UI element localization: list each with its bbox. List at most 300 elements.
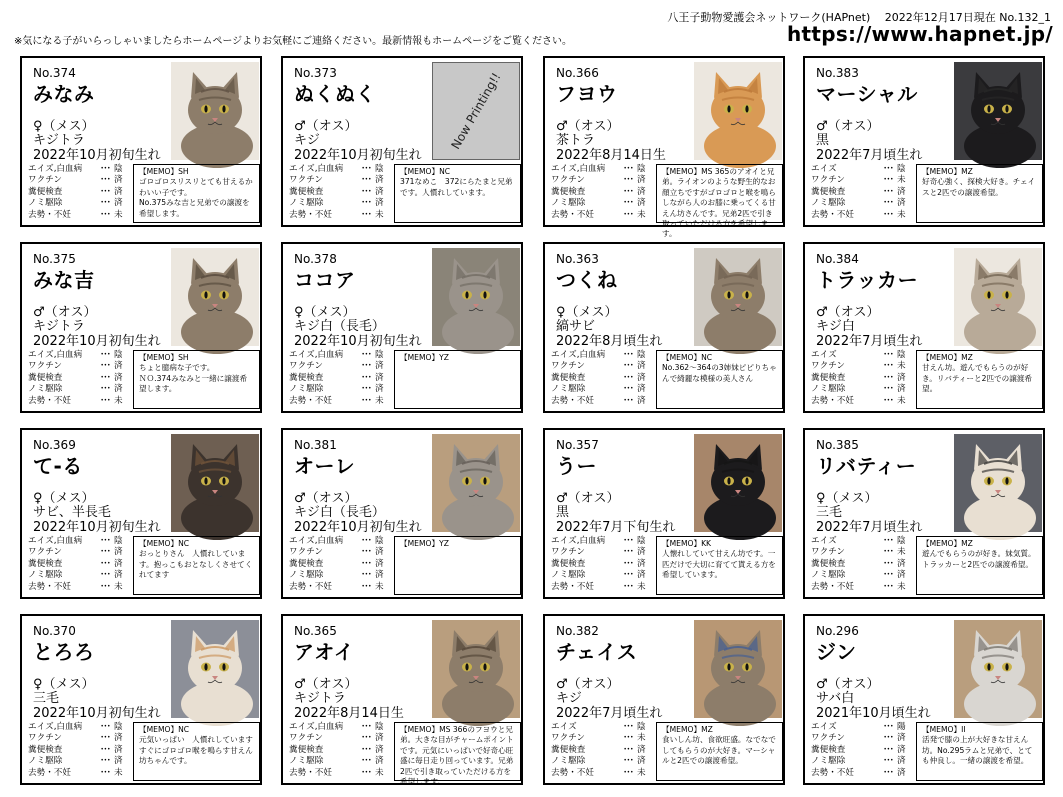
status-dots: ･･･	[883, 733, 893, 744]
status-value: 陰	[114, 722, 123, 732]
cat-number: No.384	[816, 252, 859, 266]
status-dots: ･･･	[623, 767, 633, 778]
cat-number: No.369	[33, 438, 76, 452]
status-dots: ･･･	[361, 756, 371, 767]
status-row-flea	[811, 570, 915, 581]
status-value: 未	[637, 209, 646, 220]
cat-name: オーレ	[294, 454, 356, 478]
status-value: 済	[637, 395, 646, 406]
status-value: 陰	[114, 536, 123, 546]
cat-birth: 2022年10月初旬生れ	[33, 148, 161, 163]
health-status	[289, 164, 393, 221]
memo-box: 【MEMO】NC 元気いっぱい 人慣れしています すぐにゴロゴロ喉を鳴らす甘えん坊ちゃんです。	[133, 722, 260, 781]
cat-card[interactable]	[543, 242, 785, 413]
status-row-stool	[289, 559, 393, 570]
status-value: 未	[375, 581, 384, 592]
status-value: 済	[375, 756, 384, 767]
cat-coat-color: 三毛	[33, 691, 60, 706]
cat-photo-image	[954, 248, 1042, 346]
health-status	[28, 350, 132, 407]
status-value: 済	[637, 186, 646, 197]
status-dots: ･･･	[361, 536, 371, 546]
status-label: 去勢・不妊	[28, 395, 71, 406]
cat-number: No.385	[816, 438, 859, 452]
status-row-aids	[811, 722, 915, 733]
status-dots: ･･･	[100, 350, 110, 360]
health-status	[28, 164, 132, 221]
cat-card[interactable]	[281, 242, 523, 413]
cat-birth: 2022年8月14日生	[294, 706, 404, 721]
status-value: 済	[637, 361, 646, 372]
health-status	[811, 164, 915, 221]
status-label: エイズ,白血病	[28, 722, 83, 732]
cat-coat-color: キジトラ	[294, 691, 346, 706]
status-value: 済	[375, 175, 384, 186]
status-row-stool	[28, 559, 132, 570]
status-dots: ･･･	[100, 198, 110, 209]
status-value: 陰	[114, 164, 123, 174]
status-row-stool	[28, 187, 132, 198]
cat-name: つくね	[556, 268, 618, 292]
status-row-stool	[289, 373, 393, 384]
memo-box: 【MEMO】MZ 遊んでもらうのが好き。妹気質。トラッカーと2匹での譲渡希望。	[916, 536, 1043, 595]
memo-box: 【MEMO】NC おっとりさん 人慣れしています。抱っこもおとなしくさせてくれてます	[133, 536, 260, 595]
status-value: 済	[637, 756, 646, 767]
cat-birth: 2022年7月頃生れ	[816, 334, 923, 349]
cat-birth: 2021年10月頃生れ	[816, 706, 931, 721]
cat-birth: 2022年7月頃生れ	[816, 520, 923, 535]
status-label: 去勢・不妊	[811, 581, 854, 592]
status-label: エイズ,白血病	[28, 164, 83, 174]
cat-birth: 2022年10月初旬生れ	[294, 148, 422, 163]
status-label: エイズ	[811, 722, 837, 732]
cat-photo-image	[171, 620, 259, 718]
cat-sex: ♀（メス）	[556, 305, 618, 320]
status-row-vaccine	[551, 733, 655, 744]
cat-card[interactable]	[803, 614, 1045, 785]
status-value: 陰	[375, 164, 384, 174]
status-dots: ･･･	[883, 384, 893, 395]
cat-photo-image	[954, 434, 1042, 532]
status-value: 陰	[637, 722, 646, 732]
status-label: 去勢・不妊	[289, 767, 332, 778]
status-row-neuter	[811, 396, 915, 407]
status-label: 糞便検査	[28, 372, 63, 383]
status-row-vaccine	[289, 547, 393, 558]
cat-name: トラッカー	[816, 268, 919, 292]
status-value: 済	[897, 384, 906, 395]
cat-birth: 2022年10月初旬生れ	[294, 520, 422, 535]
status-dots: ･･･	[361, 186, 371, 197]
status-dots: ･･･	[361, 350, 371, 360]
status-row-aids	[289, 164, 393, 175]
status-label: エイズ,白血病	[551, 350, 606, 360]
cat-sex: ♀（メス）	[33, 119, 95, 134]
status-dots: ･･･	[623, 570, 633, 581]
status-label: 去勢・不妊	[551, 581, 594, 592]
cat-birth: 2022年7月頃生れ	[816, 148, 923, 163]
cat-number: No.296	[816, 624, 859, 638]
status-label: エイズ	[551, 722, 577, 732]
status-row-neuter	[28, 582, 132, 593]
status-value: 未	[114, 209, 123, 220]
status-label: 去勢・不妊	[811, 767, 854, 778]
cat-photo	[171, 620, 259, 718]
health-status	[289, 350, 393, 407]
status-label: 糞便検査	[551, 744, 586, 755]
status-row-vaccine	[551, 361, 655, 372]
status-value: 済	[897, 558, 906, 569]
status-value: 済	[114, 547, 123, 558]
status-dots: ･･･	[100, 570, 110, 581]
status-label: エイズ,白血病	[28, 536, 83, 546]
status-value: 済	[897, 186, 906, 197]
status-label: エイズ,白血病	[28, 350, 83, 360]
cat-sex: ♀（メス）	[816, 491, 878, 506]
status-dots: ･･･	[100, 756, 110, 767]
cat-photo-image	[954, 620, 1042, 718]
status-row-flea	[28, 756, 132, 767]
status-row-vaccine	[811, 733, 915, 744]
status-dots: ･･･	[883, 186, 893, 197]
health-status	[811, 722, 915, 779]
cat-number: No.363	[556, 252, 599, 266]
cat-photo-image	[171, 62, 259, 160]
health-status	[551, 722, 655, 779]
cat-name: アオイ	[294, 640, 355, 664]
status-row-vaccine	[28, 175, 132, 186]
status-label: 糞便検査	[289, 372, 324, 383]
status-dots: ･･･	[100, 733, 110, 744]
homepage-url[interactable]: https://www.hapnet.jp/	[786, 22, 1053, 46]
cat-photo	[954, 62, 1042, 160]
status-dots: ･･･	[361, 767, 371, 778]
status-dots: ･･･	[883, 175, 893, 186]
status-row-stool	[28, 745, 132, 756]
cat-photo	[694, 434, 782, 532]
status-row-aids	[28, 722, 132, 733]
status-row-stool	[551, 373, 655, 384]
status-dots: ･･･	[623, 581, 633, 592]
cat-coat-color: キジトラ	[33, 133, 85, 148]
status-row-aids	[28, 164, 132, 175]
status-row-aids	[28, 350, 132, 361]
status-dots: ･･･	[361, 198, 371, 209]
status-value: 陰	[114, 350, 123, 360]
status-dots: ･･･	[883, 198, 893, 209]
status-row-neuter	[289, 582, 393, 593]
cat-name: フヨウ	[556, 82, 618, 106]
status-label: ワクチン	[811, 733, 845, 744]
status-value: 陰	[637, 164, 646, 174]
status-dots: ･･･	[361, 209, 371, 220]
status-label: ワクチン	[289, 361, 323, 372]
status-row-flea	[289, 198, 393, 209]
status-dots: ･･･	[883, 767, 893, 778]
status-value: 済	[637, 570, 646, 581]
status-dots: ･･･	[883, 744, 893, 755]
cat-card[interactable]	[281, 614, 523, 785]
cat-card[interactable]	[20, 242, 262, 413]
status-dots: ･･･	[883, 164, 893, 174]
status-value: 済	[637, 372, 646, 383]
cat-number: No.383	[816, 66, 859, 80]
status-value: 陰	[375, 536, 384, 546]
status-row-neuter	[28, 768, 132, 779]
status-row-vaccine	[811, 361, 915, 372]
status-row-flea	[551, 198, 655, 209]
cat-card[interactable]	[543, 614, 785, 785]
status-value: 済	[114, 384, 123, 395]
status-row-stool	[811, 187, 915, 198]
status-row-stool	[28, 373, 132, 384]
status-dots: ･･･	[883, 581, 893, 592]
cat-number: No.381	[294, 438, 337, 452]
status-label: ワクチン	[551, 733, 585, 744]
status-label: ノミ駆除	[811, 384, 846, 395]
cat-sex: ♂（オス）	[294, 677, 358, 692]
status-row-stool	[551, 187, 655, 198]
cat-photo	[954, 620, 1042, 718]
status-label: 糞便検査	[811, 558, 846, 569]
cat-sex: ♂（オス）	[816, 119, 880, 134]
cat-card[interactable]	[803, 242, 1045, 413]
status-label: エイズ,白血病	[551, 536, 606, 546]
status-dots: ･･･	[623, 209, 633, 220]
status-value: 未	[375, 209, 384, 220]
cat-sex: ♂（オス）	[33, 305, 97, 320]
cat-name: ジン	[816, 640, 857, 664]
status-label: ワクチン	[551, 175, 585, 186]
cat-photo	[171, 248, 259, 346]
status-label: エイズ	[811, 164, 837, 174]
health-status	[551, 536, 655, 593]
status-row-neuter	[811, 210, 915, 221]
organization-line: 八王子動物愛護会ネットワーク(HAPnet) 2022年12月17日現在 No.132_1	[667, 11, 1051, 24]
status-label: 去勢・不妊	[289, 581, 332, 592]
status-row-vaccine	[811, 175, 915, 186]
cat-name: リバティー	[816, 454, 917, 478]
cat-photo	[171, 62, 259, 160]
status-row-neuter	[811, 582, 915, 593]
cat-card[interactable]	[281, 56, 523, 227]
status-dots: ･･･	[100, 395, 110, 406]
cat-sex: ♂（オス）	[816, 677, 880, 692]
status-label: ノミ駆除	[551, 756, 586, 767]
cat-photo-image	[694, 620, 782, 718]
status-row-flea	[551, 570, 655, 581]
status-row-neuter	[811, 768, 915, 779]
status-value: 済	[375, 361, 384, 372]
cat-card[interactable]	[543, 428, 785, 599]
cat-coat-color: 縞サビ	[556, 319, 596, 334]
status-row-flea	[811, 198, 915, 209]
status-value: 済	[375, 558, 384, 569]
status-value: 済	[114, 186, 123, 197]
status-label: ノミ駆除	[28, 570, 63, 581]
status-label: 去勢・不妊	[28, 209, 71, 220]
status-label: ワクチン	[289, 175, 323, 186]
cat-number: No.374	[33, 66, 76, 80]
cat-card[interactable]	[803, 428, 1045, 599]
status-dots: ･･･	[883, 756, 893, 767]
status-dots: ･･･	[623, 756, 633, 767]
status-value: 済	[375, 744, 384, 755]
cat-name: て-る	[33, 454, 83, 478]
status-value: 未	[114, 581, 123, 592]
status-label: ノミ駆除	[289, 756, 324, 767]
cat-card[interactable]	[20, 614, 262, 785]
status-label: ノミ駆除	[551, 384, 586, 395]
status-value: 未	[637, 767, 646, 778]
status-row-neuter	[551, 210, 655, 221]
status-dots: ･･･	[361, 361, 371, 372]
status-row-flea	[289, 384, 393, 395]
health-status	[28, 536, 132, 593]
status-dots: ･･･	[623, 361, 633, 372]
status-dots: ･･･	[100, 175, 110, 186]
status-dots: ･･･	[883, 570, 893, 581]
status-value: 済	[637, 175, 646, 186]
status-value: 済	[114, 744, 123, 755]
cat-birth: 2022年10月初旬生れ	[294, 334, 422, 349]
health-status	[551, 350, 655, 407]
status-dots: ･･･	[623, 547, 633, 558]
now-printing-label: Now Printing!!	[448, 70, 504, 152]
cat-coat-color: 黒	[816, 133, 830, 148]
status-dots: ･･･	[623, 350, 633, 360]
cat-photo-image	[432, 248, 520, 346]
status-dots: ･･･	[100, 581, 110, 592]
cat-card[interactable]	[20, 56, 262, 227]
status-row-vaccine	[551, 175, 655, 186]
health-status	[811, 536, 915, 593]
status-label: 糞便検査	[811, 372, 846, 383]
status-row-flea	[28, 384, 132, 395]
status-row-neuter	[289, 210, 393, 221]
status-dots: ･･･	[100, 384, 110, 395]
status-row-aids	[811, 350, 915, 361]
status-dots: ･･･	[100, 186, 110, 197]
status-value: 未	[114, 767, 123, 778]
status-value: 陰	[637, 536, 646, 546]
status-label: 糞便検査	[28, 744, 63, 755]
status-label: ワクチン	[551, 361, 585, 372]
status-value: 済	[114, 361, 123, 372]
status-label: 糞便検査	[289, 186, 324, 197]
memo-box: 【MEMO】SH ゴロゴロスリスリとても甘えるかわいい子です。 No.375みな吉と兄弟での譲渡を希望します。	[133, 164, 260, 223]
status-row-vaccine	[289, 361, 393, 372]
status-value: 陰	[375, 722, 384, 732]
cat-coat-color: キジ	[294, 133, 320, 148]
cat-sex: ♂（オス）	[556, 491, 620, 506]
status-label: ノミ駆除	[551, 198, 586, 209]
status-row-flea	[289, 756, 393, 767]
cat-coat-color: 茶トラ	[556, 133, 596, 148]
status-label: エイズ,白血病	[551, 164, 606, 174]
memo-box: 【MEMO】SH ちょと臆病な子です。 ＮＯ.374みなみと一緒に譲渡希望します。	[133, 350, 260, 409]
memo-box: 【MEMO】NC 371なめこ 372にらたまと兄弟です。人慣れしています。	[394, 164, 521, 223]
status-label: ノミ駆除	[28, 198, 63, 209]
status-value: 未	[375, 395, 384, 406]
cat-card[interactable]	[803, 56, 1045, 227]
cat-coat-color: キジ白（長毛）	[294, 505, 385, 520]
status-row-vaccine	[28, 733, 132, 744]
status-value: 未	[114, 395, 123, 406]
status-row-vaccine	[811, 547, 915, 558]
status-row-aids	[551, 536, 655, 547]
cat-sex: ♂（オス）	[816, 305, 880, 320]
status-label: ワクチン	[289, 547, 323, 558]
memo-box: 【MEMO】MZ 食いしん坊、食欲旺盛。なでなでしてもらうのが大好き。マーシャルと2匹での譲渡希望。	[656, 722, 783, 781]
health-status	[551, 164, 655, 221]
memo-box: 【MEMO】KK 人懐れしていて甘えん坊です。一匹だけで大切に育てて貰える方を希望しています。	[656, 536, 783, 595]
health-status	[811, 350, 915, 407]
status-row-aids	[289, 722, 393, 733]
status-dots: ･･･	[623, 198, 633, 209]
cat-card[interactable]	[281, 428, 523, 599]
cat-birth: 2022年10月初旬生れ	[33, 334, 161, 349]
memo-box: 【MEMO】NC No.362～364の3姉妹ピピりちゃんで綺麗な模様の美人さん	[656, 350, 783, 409]
status-label: ノミ駆除	[551, 570, 586, 581]
status-dots: ･･･	[623, 536, 633, 546]
status-value: 済	[897, 767, 906, 778]
cat-number: No.370	[33, 624, 76, 638]
cat-card[interactable]	[20, 428, 262, 599]
cat-photo-image	[694, 434, 782, 532]
status-value: 済	[897, 372, 906, 383]
status-value: 陰	[897, 350, 906, 360]
cat-photo-image	[171, 434, 259, 532]
status-label: ワクチン	[28, 175, 62, 186]
status-value: 未	[897, 395, 906, 406]
status-label: ノミ駆除	[811, 570, 846, 581]
status-row-stool	[551, 559, 655, 570]
status-row-aids	[551, 722, 655, 733]
status-value: 済	[897, 570, 906, 581]
status-value: 済	[375, 372, 384, 383]
status-dots: ･･･	[361, 722, 371, 732]
status-value: 未	[897, 361, 906, 372]
cat-photo	[432, 434, 520, 532]
status-value: 済	[375, 198, 384, 209]
status-label: ワクチン	[289, 733, 323, 744]
cat-photo	[432, 248, 520, 346]
status-value: 済	[114, 372, 123, 383]
status-dots: ･･･	[100, 209, 110, 220]
cat-sex: ♀（メス）	[294, 305, 356, 320]
cat-photo	[694, 620, 782, 718]
cat-card[interactable]	[543, 56, 785, 239]
cat-photo-image	[171, 248, 259, 346]
status-dots: ･･･	[623, 164, 633, 174]
cat-coat-color: キジ白（長毛）	[294, 319, 385, 334]
status-dots: ･･･	[361, 384, 371, 395]
status-row-flea	[811, 756, 915, 767]
cat-number: No.357	[556, 438, 599, 452]
status-row-aids	[289, 536, 393, 547]
contact-note: ※気になる子がいらっしゃいましたらホームページよりお気軽にご連絡ください。最新情報もホームページをご覧ください。	[14, 36, 572, 47]
status-row-aids	[811, 536, 915, 547]
status-value: 陰	[637, 350, 646, 360]
cat-photo-image	[954, 62, 1042, 160]
status-value: 済	[637, 558, 646, 569]
health-status	[289, 536, 393, 593]
status-row-stool	[811, 373, 915, 384]
status-label: ワクチン	[811, 361, 845, 372]
status-dots: ･･･	[883, 395, 893, 406]
status-row-vaccine	[289, 733, 393, 744]
